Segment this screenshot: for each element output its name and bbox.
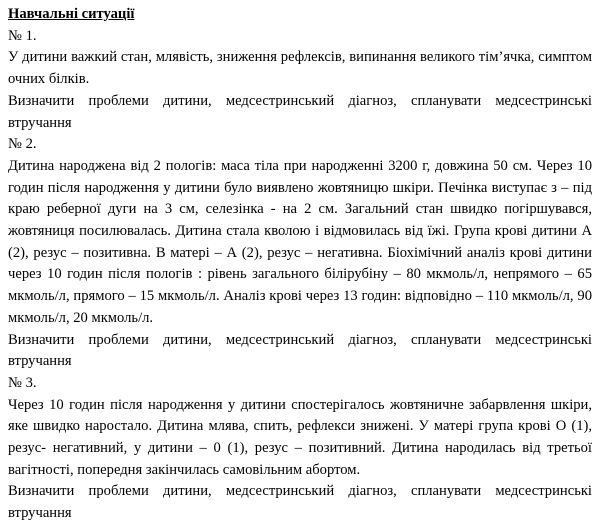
situation-case-text: У дитини важкий стан, млявість, зниження рефлексів, випинання великого тім’ячка, симптом очних білків. — [8, 49, 592, 88]
situation-number: № 2. — [8, 136, 37, 153]
situation-number: № 1. — [8, 27, 37, 44]
situation-case-text: Через 10 годин після народження у дитини спостерігалось жовтяничне забарвлення шкіри, яке швидко наростало. Дитина млява, спить, рефлекси знижені. У матері група крові О (1), резус- негативний, у дитини – 0 (1), резус – позитивний. Дитина народилась від третьої вагітності, попередня закінчилась самовільним абортом. — [8, 396, 592, 478]
situation-section-1 — [8, 26, 592, 135]
situation-number: № 3. — [8, 374, 37, 391]
situation-section-3 — [8, 373, 592, 525]
situation-task-text: Визначити проблеми дитини, медсестринський діагноз, спланувати медсестринські втручання — [8, 92, 592, 131]
situation-case-text: Дитина народжена від 2 пологів: маса тіла при народженні 3200 г, довжина 50 см. Через 10 годин після народження у дитини було виявлено жовтяницю шкіри. Печінка виступає з – під краю реберної дуги на 3 см, селезінка - на 2 см. Загальний стан швидко погіршувався, жовтяниця посилювалась. Дитина стала кволою і відмовилась від їжі. Група крові дитини А (2), резус – позитивна. В матері – А (2), резус – негативна. Біохімічний аналіз крові дитини через 10 годин після пологів : рівень загального білірубіну – 80 мкмоль/л, непрямого – 65 мкмоль/л, прямого – 15 мкмоль/л. Аналіз крові через 13 годин: відповідно – 110 мкмоль/л, 90 мкмоль/л, 20 мкмоль/л. — [8, 157, 592, 326]
situation-task-text: Визначити проблеми дитини, медсестринський діагноз, спланувати медсестринські втручання — [8, 331, 592, 370]
situation-task-text: Визначити проблеми дитини, медсестринський діагноз, спланувати медсестринські втручання — [8, 483, 592, 522]
situation-section-2 — [8, 134, 592, 373]
document-title: Навчальні ситуації — [8, 6, 135, 22]
